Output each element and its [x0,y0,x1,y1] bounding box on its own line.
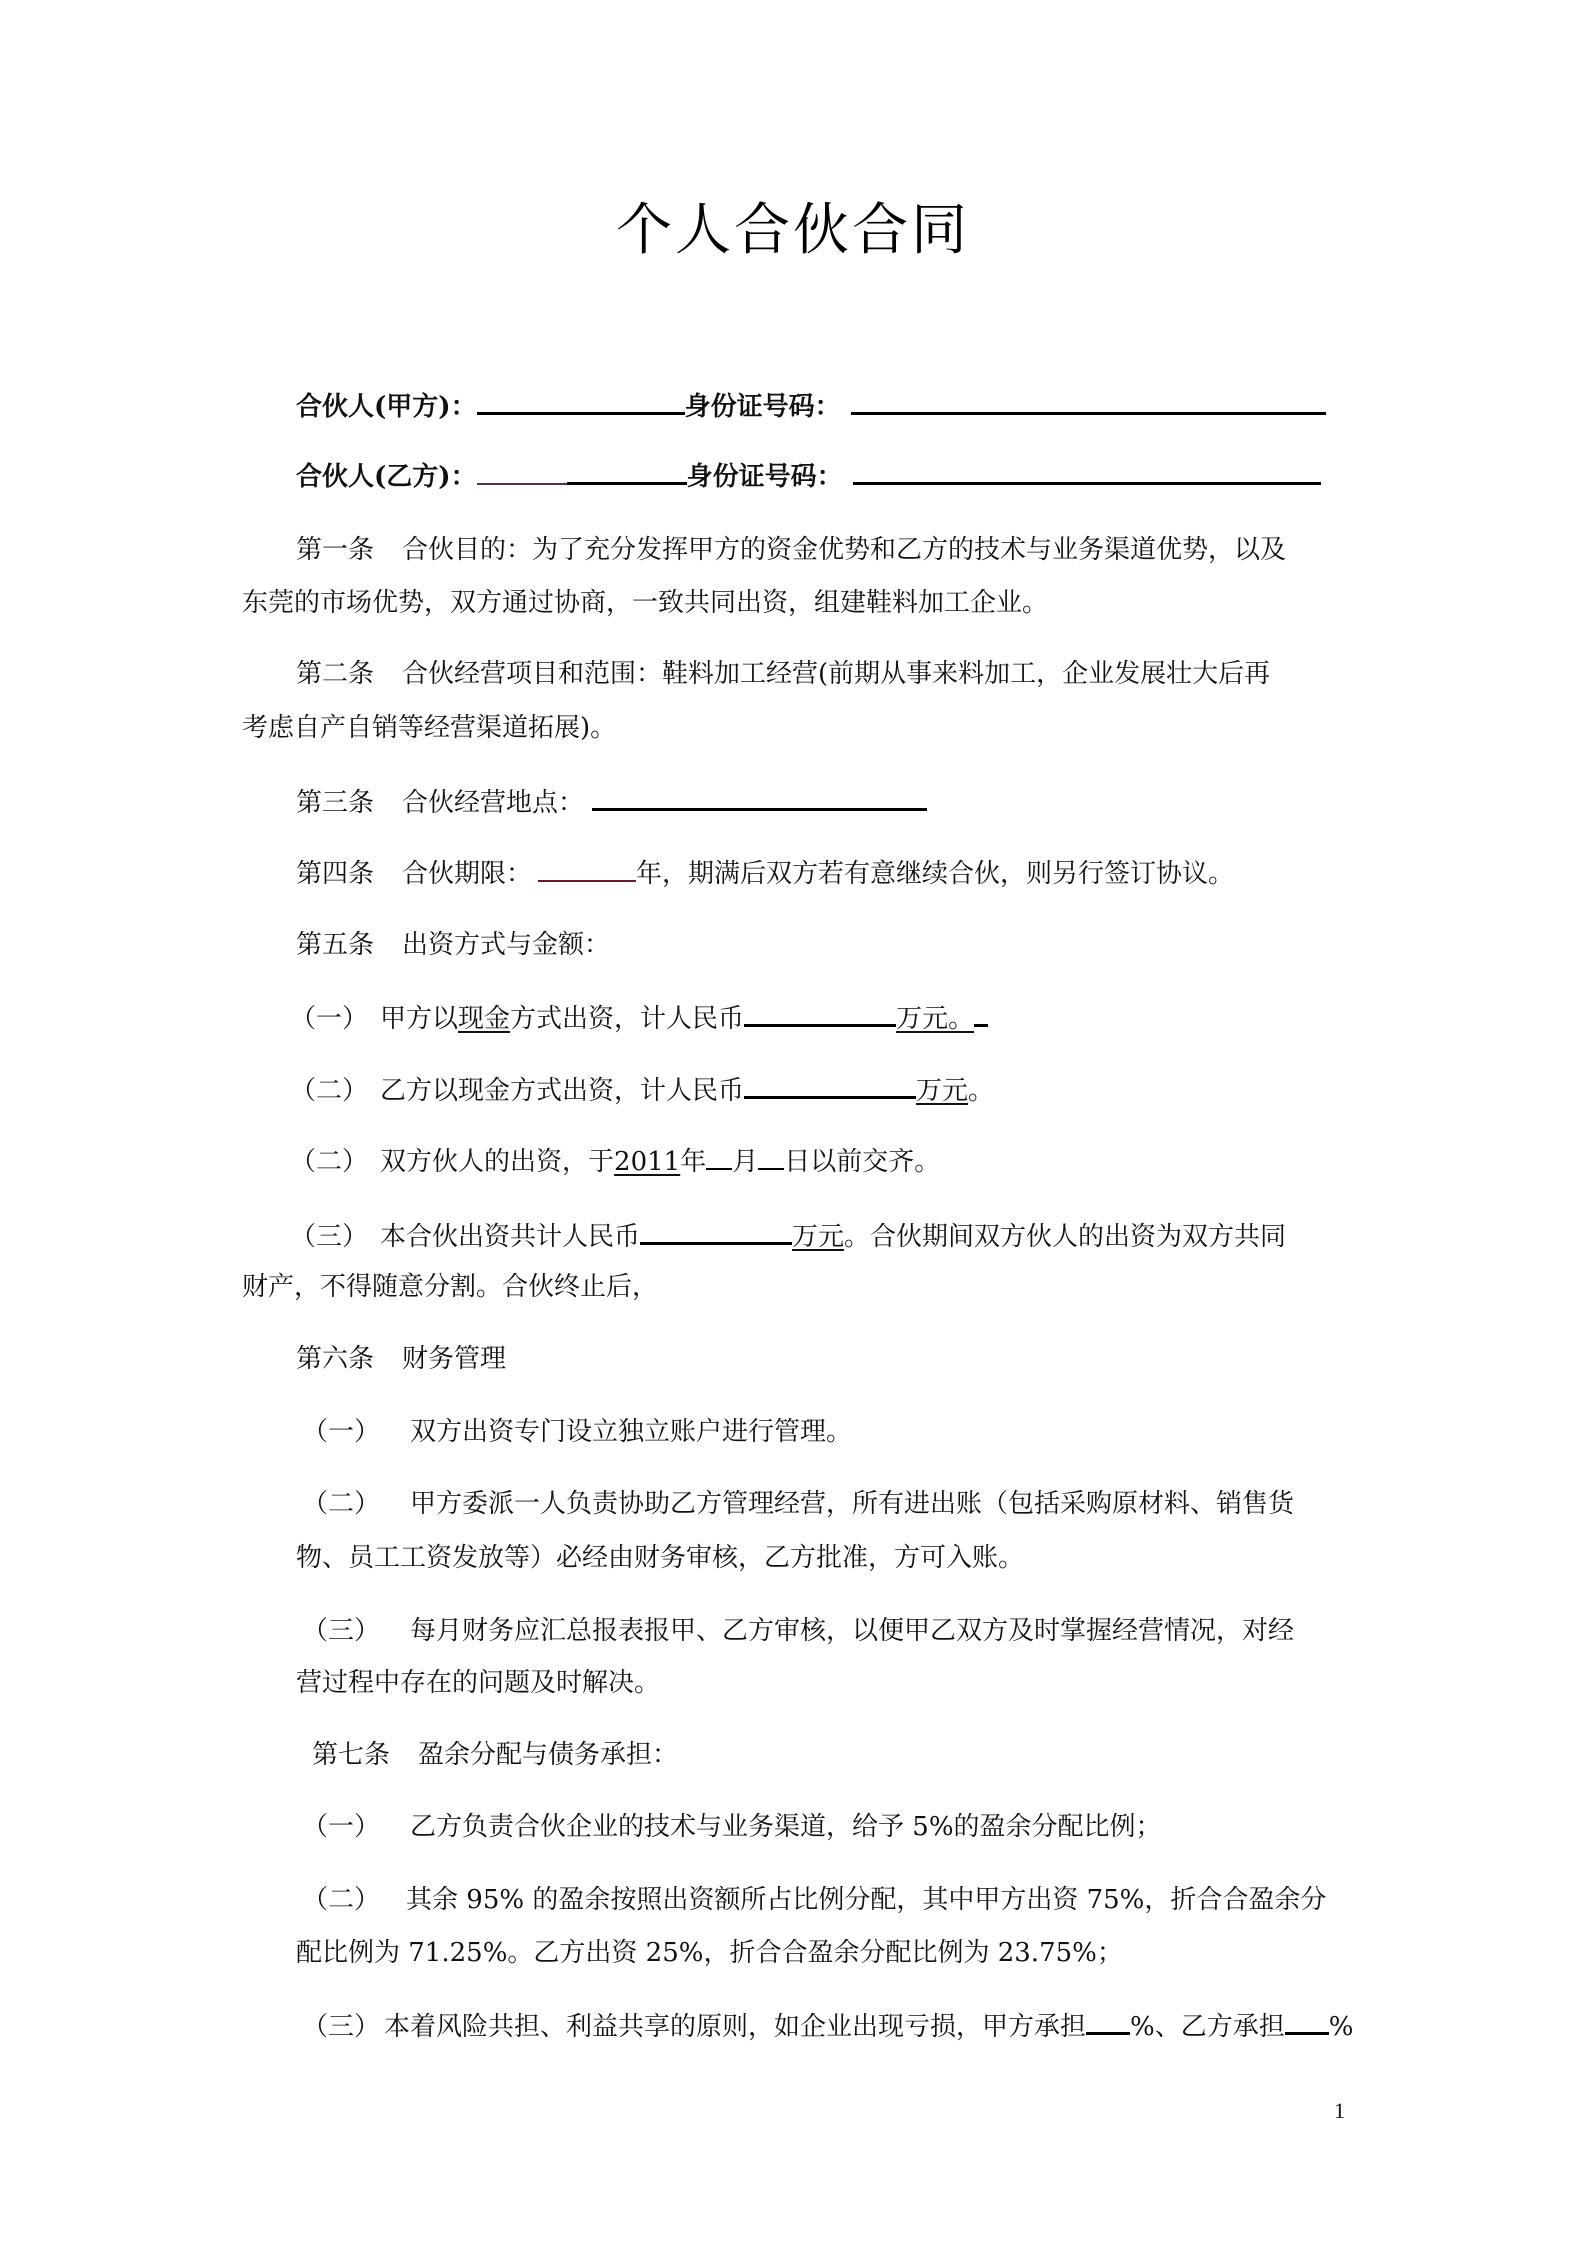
article-7-text: 盈余分配与债务承担： [418,1740,679,1770]
partnership-term-field[interactable] [538,856,636,882]
article-2-text: 合伙经营项目和范围：鞋料加工经营(前期从事来料加工，企业发展壮大后再 [402,659,1271,689]
month-field[interactable] [706,1144,732,1170]
unit-label: 万元。 [896,1004,975,1034]
item-text: 其余 95% 的盈余按照出资额所占比例分配，其中甲方出资 75%，折合合盈余分 [406,1885,1327,1915]
article-5 [296,928,610,962]
item-text: 甲方以 [380,1004,459,1034]
party-jia-label: 合伙人(甲方)： [296,392,477,422]
item-number: （一） [290,1004,369,1034]
article-3-text: 合伙经营地点： [402,788,585,818]
article-5-item-4-line-2: 财产，不得随意分割。合伙终止后， [242,1272,659,1302]
article-4-heading: 第四条 [296,859,375,889]
article-6-item-3-line-1 [302,1614,1294,1648]
item-text: 。合伙期间双方伙人的出资为双方共同 [844,1222,1287,1252]
party-jia-id-label: 身份证号码： [684,392,841,422]
article-6-heading: 第六条 [296,1344,375,1374]
item-number: （一） [302,1417,381,1447]
party-jia-row [296,388,1326,422]
total-capital-amount-field[interactable] [640,1218,792,1245]
article-6 [296,1342,506,1376]
article-6-item-1 [302,1415,852,1449]
article-6-item-3-line-2: 营过程中存在的问题及时解决。 [296,1668,661,1698]
item-text: %、乙方承担 [1130,2012,1285,2042]
item-text: 每月财务应汇总报表报甲、乙方审核，以便甲乙双方及时掌握经营情况，对经 [410,1616,1295,1646]
party-yi-name-field[interactable] [567,458,687,485]
item-text: 乙方以现金方式出资，计人民币 [380,1076,745,1106]
article-2-line-2: 考虑自产自销等经营渠道拓展)。 [242,713,617,743]
article-4 [296,856,1234,890]
item-text: 甲方委派一人负责协助乙方管理经营，所有进出账（包括采购原材料、销售货 [410,1489,1295,1519]
party-yi-id-label: 身份证号码： [686,462,843,492]
article-7-heading: 第七条 [312,1740,391,1770]
jia-capital-amount-field[interactable] [744,1000,896,1027]
item-number: （二） [302,1489,381,1519]
article-7 [312,1738,678,1772]
article-7-item-1 [302,1810,1162,1844]
yi-capital-amount-field[interactable] [744,1072,916,1099]
item-text-end: 。 [968,1076,995,1106]
item-number: （三） [302,2012,381,2042]
article-1-heading: 第一条 [296,535,375,565]
unit-label: 万元 [792,1222,845,1252]
unit-label: 万元 [916,1076,969,1106]
document-title: 个人合伙合同 [616,198,970,263]
trailing-underline [974,1000,988,1027]
article-2-line-1 [296,657,1270,691]
item-number: （二） [302,1885,381,1915]
party-yi-id-field[interactable] [853,458,1321,485]
article-5-item-1 [290,1000,988,1034]
item-text: 双方出资专门设立独立账户进行管理。 [410,1417,853,1447]
item-number: （二） [290,1076,369,1106]
article-6-item-2-line-1 [302,1487,1294,1521]
article-1-text: 合伙目的：为了充分发挥甲方的资金优势和乙方的技术与业务渠道优势，以及 [402,535,1287,565]
article-4-text-after: 年，期满后双方若有意继续合伙，则另行签订协议。 [636,859,1235,889]
article-5-heading: 第五条 [296,930,375,960]
item-number: （一） [302,1812,381,1842]
year-unit: 年 [680,1147,707,1177]
percent-sign: % [1328,2012,1354,2042]
article-5-item-4-line-1 [290,1218,1286,1252]
item-text: 乙方负责合伙企业的技术与业务渠道，给予 5%的盈余分配比例； [410,1812,1162,1842]
yi-loss-share-field[interactable] [1285,2008,1329,2035]
year-field[interactable]: 2011 [614,1147,681,1177]
article-1-line-2: 东莞的市场优势，双方通过协商，一致共同出资，组建鞋料加工企业。 [242,588,1049,618]
jia-loss-share-field[interactable] [1086,2008,1130,2035]
item-number: （二） [290,1147,369,1177]
month-unit: 月 [732,1147,759,1177]
item-number: （三） [290,1222,369,1252]
article-1-line-1 [296,533,1286,567]
article-7-item-3 [302,2008,1353,2042]
article-4-text: 合伙期限： [402,859,533,889]
day-unit: 日以前交齐。 [784,1147,941,1177]
business-location-field[interactable] [592,784,927,811]
party-jia-name-field[interactable] [477,388,685,415]
article-5-item-2 [290,1072,994,1106]
party-yi-row [296,458,1321,492]
article-3-heading: 第三条 [296,788,375,818]
party-yi-name-field-part1[interactable] [477,459,567,485]
underlined-text: 现金 [458,1004,511,1034]
party-yi-label: 合伙人(乙方)： [296,462,477,492]
article-7-item-2-line-2: 配比例为 71.25%。乙方出资 25%，折合合盈余分配比例为 23.75%； [296,1938,1123,1968]
party-jia-id-field[interactable] [851,388,1326,415]
article-6-text: 财务管理 [402,1344,507,1374]
article-3 [296,784,927,818]
item-text: 方式出资，计人民币 [510,1004,745,1034]
item-text: 本着风险共担、利益共享的原则，如企业出现亏损，甲方承担 [384,2012,1087,2042]
article-7-item-2-line-1 [302,1883,1326,1917]
item-number: （三） [302,1616,381,1646]
article-2-heading: 第二条 [296,659,375,689]
article-5-item-3 [290,1144,940,1178]
article-6-item-2-line-2: 物、员工工资发放等）必经由财务审核，乙方批准，方可入账。 [296,1543,1025,1573]
day-field[interactable] [758,1144,784,1170]
item-text: 双方伙人的出资，于 [380,1147,615,1177]
item-text: 本合伙出资共计人民币 [380,1222,641,1252]
article-5-text: 出资方式与金额： [402,930,611,960]
page-number: 1 [1334,2098,1345,2123]
